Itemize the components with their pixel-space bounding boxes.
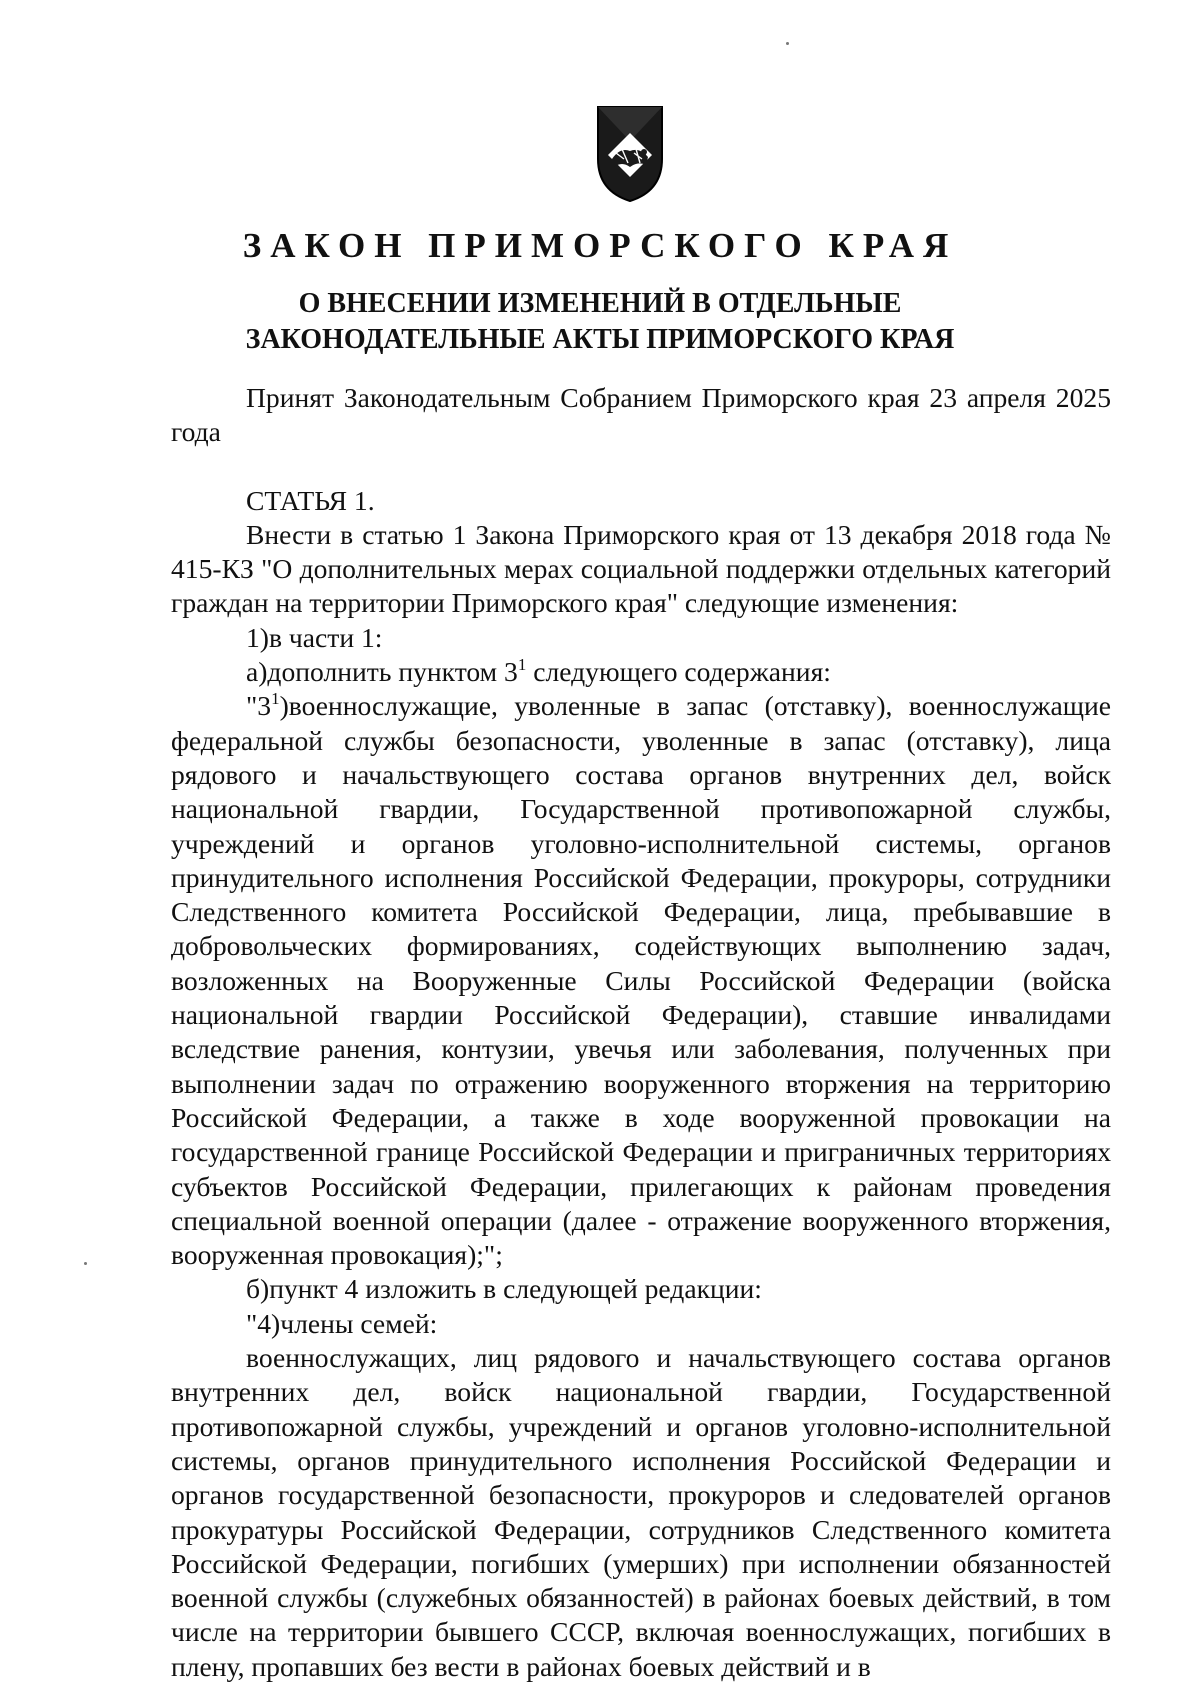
article-heading: СТАТЬЯ 1. xyxy=(246,484,375,516)
paragraph-intro: Внести в статью 1 Закона Приморского края от 13 декабря 2018 года № 415-КЗ "О дополнительных мерах социальной поддержки отдельных категорий граждан на территории Приморского края" следующие изменения: xyxy=(171,518,1111,619)
law-subtitle xyxy=(0,286,1200,358)
paragraph-item-b: б)пункт 4 изложить в следующей редакции: xyxy=(246,1273,762,1305)
paragraph-part-1: 1)в части 1: xyxy=(246,621,383,653)
adoption-note: Принят Законодательным Собранием Приморского края 23 апреля 2025 года xyxy=(171,382,1111,448)
item-a-superscript: 1 xyxy=(517,655,527,675)
paragraph-point-4: "4)члены семей: xyxy=(246,1307,438,1339)
subtitle-line-2: ЗАКОНОДАТЕЛЬНЫЕ АКТЫ ПРИМОРСКОГО КРАЯ xyxy=(245,324,955,355)
point-3-1-superscript: 1 xyxy=(271,689,280,709)
scan-speck xyxy=(786,42,789,45)
coat-of-arms-icon xyxy=(594,103,666,205)
subtitle-line-1: О ВНЕСЕНИИ ИЗМЕНЕНИЙ В ОТДЕЛЬНЫЕ xyxy=(298,288,902,319)
paragraph-families: военнослужащих, лиц рядового и начальствующего состава органов внутренних дел, войск национальной гвардии, Государственной противопожарной службы, учреждений и органов уголовно-исполнительной системы, органов принудительного исполнения Российской Федерации и органов государственной безопасности, прокуроров и следователей органов прокуратуры Российской Федерации, сотрудников Следственного комитета Российской Федерации, погибших (умерших) при исполнении обязанностей военной службы (служебных обязанностей) в районах боевых действий, в том числе на территории бывшего СССР, включая военнослужащих, погибших в плену, пропавших без вести в районах боевых действий и в xyxy=(171,1342,1111,1682)
law-title: ЗАКОН ПРИМОРСКОГО КРАЯ xyxy=(242,226,958,265)
item-a-rest: следующего содержания: xyxy=(526,656,831,688)
paragraph-point-3-1 xyxy=(171,689,1111,1272)
point-3-1-number: "3 xyxy=(246,690,272,722)
paragraph-item-a xyxy=(171,655,1111,689)
item-a-text: а)дополнить пунктом 3 xyxy=(246,656,518,688)
point-3-1-text: )военнослужащие, уволенные в запас (отставку), военнослужащие федеральной службы безопасности, уволенные в запас (отставку), лица рядового и начальствующего состава органов внутренних дел, войск национальной гвардии, Государственной противопожарной службы, учреждений и органов уголовно-исполнительной системы, органов принудительного исполнения Российской Федерации, прокуроры, сотрудники Следственного комитета Российской Федерации, лица, пребывавшие в добровольческих формированиях, содействующих выполнению задач, возложенных на Вооруженные Силы Российской Федерации (войска национальной гвардии Российской Федерации), ставшие инвалидами вследствие ранения, контузии, увечья или заболевания, полученных при выполнении задач по отражению вооруженного вторжения на территорию Российской Федерации, а также в ходе вооруженной провокации на государственной границе Российской Федерации и приграничных территориях субъектов Российской Федерации, прилегающих к районам проведения специальной военной операции (далее - отражение вооруженного вторжения, вооруженная провокация);"; xyxy=(171,690,1111,1271)
scan-speck xyxy=(84,1262,87,1265)
law-body xyxy=(171,381,1111,1684)
